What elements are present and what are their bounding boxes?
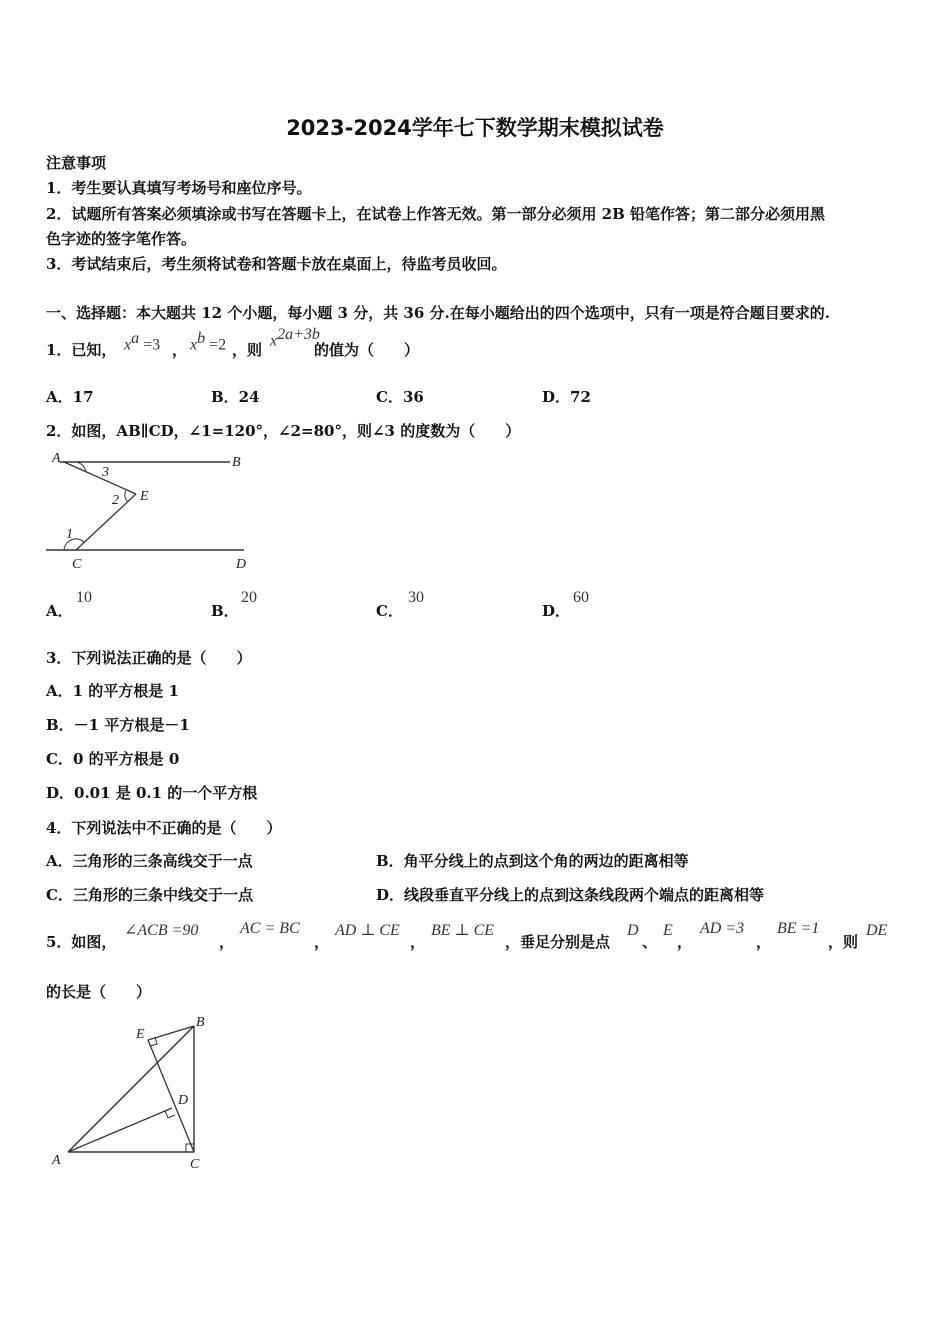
q5-figure <box>44 1010 224 1176</box>
q2-figure <box>40 448 260 574</box>
q1-option: B．24 <box>211 388 260 406</box>
q5-expr: DE <box>866 922 888 939</box>
label-angle-3: 3 <box>102 465 109 480</box>
q1-option: C．36 <box>376 388 424 406</box>
q4-stem: 4．下列说法中不正确的是（ ） <box>46 819 282 837</box>
q2-option-value: 60 <box>573 589 589 606</box>
q5-expr: AD ⊥ CE <box>335 922 400 939</box>
q5-line2: 的长是（ ） <box>46 983 152 1001</box>
q5-expr: BE =1 <box>777 920 820 937</box>
q2-option-letter: B． <box>211 602 239 620</box>
label-C: C <box>72 557 82 572</box>
q5-sep: 、 <box>642 933 658 951</box>
label-D: D <box>178 1093 189 1108</box>
notice-item: 色字迹的签字笔作答。 <box>46 230 197 248</box>
label-E: E <box>140 489 149 504</box>
q5-expr: E <box>663 922 673 939</box>
label-angle-1: 1 <box>66 527 73 542</box>
q5-sep: ， <box>756 933 772 951</box>
q3-stem: 3．下列说法正确的是（ ） <box>46 649 252 667</box>
label-E: E <box>136 1027 145 1042</box>
q5-expr: AD =3 <box>700 920 745 937</box>
q5-expr: ∠ACB =90 <box>124 922 199 939</box>
q2-option-value: 20 <box>241 589 257 606</box>
q5-sep: ， <box>314 933 330 951</box>
q4-option: D．线段垂直平分线上的点到这条线段两个端点的距离相等 <box>376 886 765 904</box>
q2-option-letter: A． <box>46 602 73 620</box>
label-D: D <box>236 557 247 572</box>
q5-sep: ， <box>410 933 426 951</box>
q1-option: A．17 <box>46 388 94 406</box>
page-title: 2023-2024学年七下数学期末模拟试卷 <box>286 116 664 140</box>
notice-heading: 注意事项 <box>46 154 107 172</box>
q5-sep: ，则 <box>828 933 859 951</box>
label-B: B <box>196 1015 205 1030</box>
q2-option-letter: C． <box>376 602 403 620</box>
notice-item: 1．考生要认真填写考场号和座位序号。 <box>46 179 312 197</box>
q2-option-value: 10 <box>76 589 92 606</box>
section-heading: 一、选择题：本大题共 12 个小题，每小题 3 分，共 36 分.在每小题给出的四个选项中，只有一项是符合题目要求的. <box>46 304 830 322</box>
notice-item: 3．考试结束后，考生须将试卷和答题卡放在桌面上，待监考员收回。 <box>46 255 507 273</box>
q5-prefix: 5．如图， <box>46 933 117 951</box>
q1-expr-xa: $x^a =3$ <box>124 330 161 354</box>
label-B: B <box>232 455 241 470</box>
q5-expr: BE ⊥ CE <box>431 922 495 939</box>
q4-option: C．三角形的三条中线交于一点 <box>46 886 253 904</box>
q1-expr-xb: $x^b =2$ <box>190 330 227 354</box>
q5-expr: AC = BC <box>240 920 300 937</box>
q3-option: D．0.01 是 0.1 的一个平方根 <box>46 784 258 802</box>
label-A: A <box>52 451 61 466</box>
label-angle-2: 2 <box>112 493 119 508</box>
q1-sep: ， <box>172 341 188 359</box>
q3-option: C．0 的平方根是 0 <box>46 750 180 768</box>
q3-option: A．1 的平方根是 1 <box>46 682 179 700</box>
q1-option: D．72 <box>542 388 591 406</box>
label-C: C <box>190 1157 200 1172</box>
q4-option: B．角平分线上的点到这个角的两边的距离相等 <box>376 852 689 870</box>
q4-option: A．三角形的三条高线交于一点 <box>46 852 253 870</box>
q5-sep: ， <box>219 933 235 951</box>
q1-sep: ，则 <box>232 341 263 359</box>
q3-option: B．－1 平方根是－1 <box>46 716 190 734</box>
q2-stem: 2．如图，AB∥CD，∠1=120°，∠2=80°，则∠3 的度数为（ ） <box>46 422 521 440</box>
q5-sep: ， <box>677 933 693 951</box>
q5-sep: ，垂足分别是点 <box>505 933 611 951</box>
q2-option-letter: D． <box>542 602 571 620</box>
q2-option-value: 30 <box>408 589 424 606</box>
q1-suffix: 的值为（ ） <box>314 341 420 359</box>
label-A: A <box>52 1153 61 1168</box>
q1-expr-target: $x^{2a+3b}$ <box>270 326 320 350</box>
notice-item: 2．试题所有答案必须填涂或书写在答题卡上，在试卷上作答无效。第一部分必须用 2B 铅笔作答；第二部分必须用黑 <box>46 205 826 223</box>
q5-expr: D <box>627 922 639 939</box>
q1-prefix: 1．已知， <box>46 341 117 359</box>
